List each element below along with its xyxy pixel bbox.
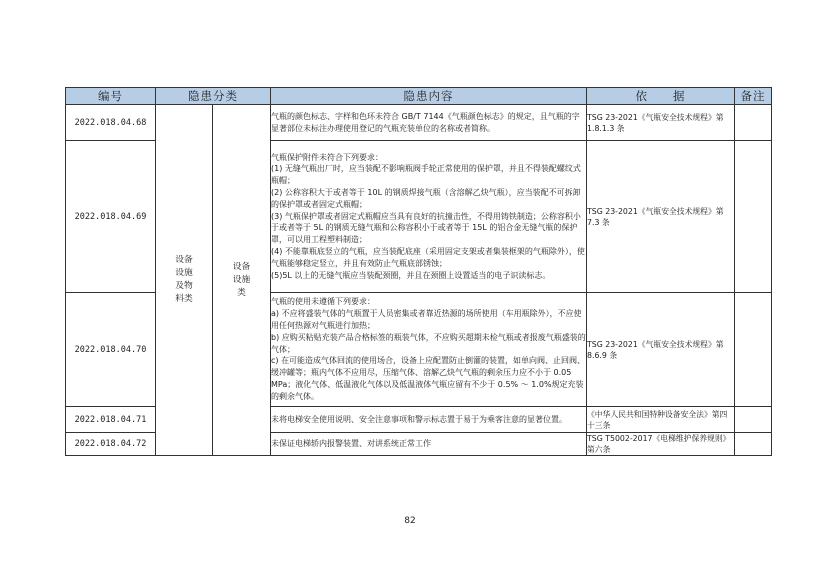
table-header-row bbox=[66, 88, 772, 105]
hazard-remark bbox=[735, 407, 772, 433]
header-basis: 依 据 bbox=[587, 88, 735, 105]
content-line: 未将电梯安全使用说明、安全注意事项和警示标志置于易于为乘客注意的显著位置。 bbox=[271, 414, 567, 424]
category-level1 bbox=[156, 105, 213, 456]
content-line: a) 不应将盛装气体的气瓶置于人员密集或者靠近热源的场所使用（车用瓶除外），不应使用任何热源对气瓶进行加热； bbox=[271, 309, 582, 330]
content-line: (5)5L 以上的无缝气瓶应当装配颈圈，并且在颈圈上设置适当的电子识读标志。 bbox=[271, 270, 551, 280]
hazard-code: 2022.018.04.69 bbox=[66, 141, 156, 293]
hazard-code: 2022.018.04.71 bbox=[66, 407, 156, 433]
hazard-content bbox=[271, 293, 587, 407]
hazard-basis: 《中华人民共和国特种设备安全法》第四十三条 bbox=[587, 407, 735, 433]
content-line: (3) 气瓶保护罩或者固定式瓶帽应当具有良好的抗撞击性，不得用铸铁制造；公称容积小于或者等于 5L 的钢质无缝气瓶和公称容积小于或者等于 15L 的铝合金无缝气瓶的保护罩，可以用工程塑料制造； bbox=[271, 211, 581, 245]
header-category: 隐患分类 bbox=[156, 88, 271, 105]
hazard-content bbox=[271, 433, 587, 456]
hazard-basis: TSG 23-2021《气瓶安全技术规程》第 8.6.9 条 bbox=[587, 293, 735, 407]
hazard-table bbox=[65, 87, 772, 456]
content-line: 气瓶的使用未遵循下列要求： bbox=[271, 297, 375, 307]
category-level2-label: 设备设施类 bbox=[232, 261, 251, 298]
hazard-remark bbox=[735, 433, 772, 456]
hazard-basis: TSG 23-2021《气瓶安全技术规程》第 7.3 条 bbox=[587, 141, 735, 293]
content-line: (4) 不能靠瓶底竖立的气瓶，应当装配底座（采用固定支架或者集装框架的气瓶除外），使气瓶能够稳定竖立，并且有效防止气瓶底部锈蚀； bbox=[271, 246, 585, 268]
content-line: 气瓶的颜色标志、字样和色环未符合 GB/T 7144《气瓶颜色标志》的规定，且气瓶的字显著部位未标注办理使用登记的气瓶充装单位的名称或者简称。 bbox=[271, 111, 580, 133]
hazard-content bbox=[271, 407, 587, 433]
hazard-content bbox=[271, 105, 587, 141]
content-line: b) 应购买粘贴充装产品合格标签的瓶装气体，不应购买超期未检气瓶或者报废气瓶盛装的气体； bbox=[271, 332, 586, 354]
header-remark: 备注 bbox=[735, 88, 772, 105]
hazard-code: 2022.018.04.70 bbox=[66, 293, 156, 407]
hazard-remark bbox=[735, 293, 772, 407]
hazard-code: 2022.018.04.72 bbox=[66, 433, 156, 456]
hazard-code: 2022.018.04.68 bbox=[66, 105, 156, 141]
content-line: (2) 公称容积大于或者等于 10L 的钢质焊接气瓶（含溶解乙炔气瓶），应当装配不可拆卸的保护罩或者固定式瓶帽； bbox=[271, 188, 581, 209]
header-content: 隐患内容 bbox=[271, 88, 587, 105]
content-line: (1) 无缝气瓶出厂时，应当装配不影响瓶阀手轮正常使用的保护罩，并且不得装配螺纹式瓶帽； bbox=[271, 164, 581, 186]
header-code: 编号 bbox=[66, 88, 156, 105]
category-level2 bbox=[213, 105, 271, 456]
hazard-basis: TSG T5002-2017《电梯维护保养规则》第六条 bbox=[587, 433, 735, 456]
content-line: 未保证电梯轿内报警装置、对讲系统正常工作 bbox=[271, 439, 431, 449]
hazard-remark bbox=[735, 141, 772, 293]
category-level1-label: 设备设施及物料类 bbox=[175, 255, 193, 304]
content-line: c) 在可能造成气体回流的使用场合，设备上应配置防止倒灌的装置，如单向阀、止回阀、缓冲罐等；瓶内气体不应用尽，压缩气体、溶解乙炔气气瓶的剩余压力应不小于 0.05 MPa；液化气体、低温液化气体以及低温液体气瓶应留有不少于 0.5% ～ 1.0%规定充装的剩余气体。 bbox=[271, 356, 586, 401]
content-line: 气瓶保护附件未符合下列要求： bbox=[271, 152, 383, 162]
table-row bbox=[66, 105, 772, 141]
page-number: 82 bbox=[404, 516, 416, 526]
hazard-remark bbox=[735, 105, 772, 141]
hazard-content bbox=[271, 141, 587, 293]
hazard-basis: TSG 23-2021《气瓶安全技术规程》第 1.8.1.3 条 bbox=[587, 105, 735, 141]
